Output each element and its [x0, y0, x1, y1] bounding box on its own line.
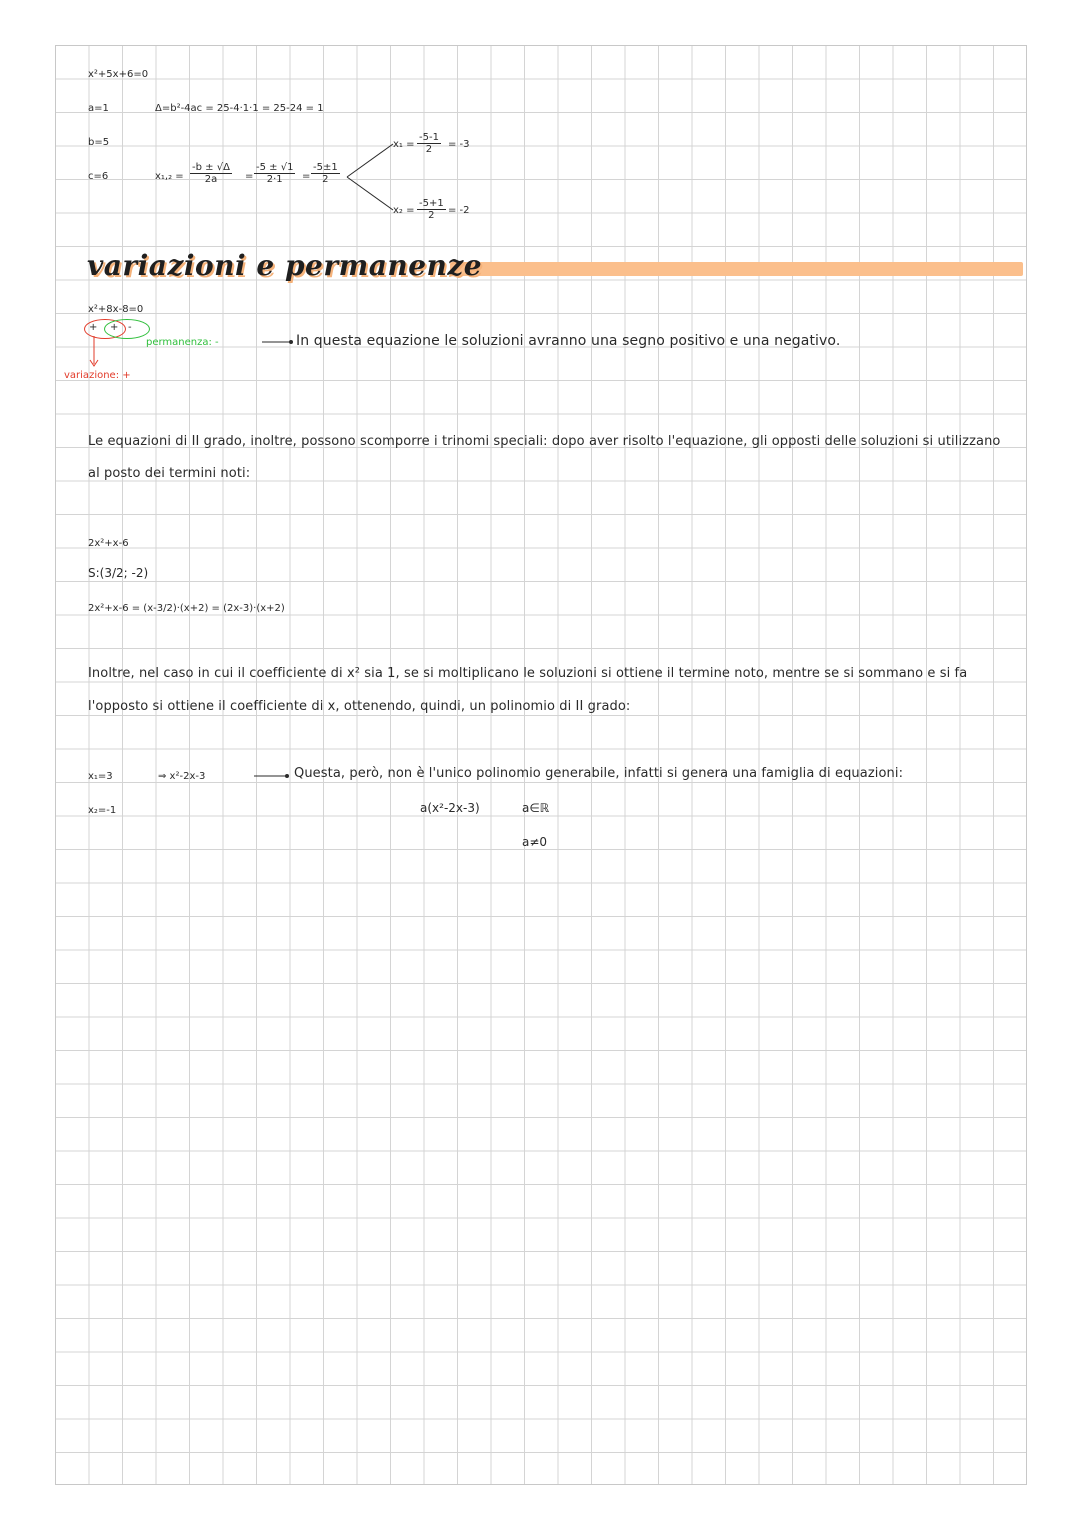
equals-sign: = — [302, 171, 311, 182]
x1-result: = -3 — [448, 139, 470, 150]
arrow-right-icon — [262, 337, 294, 347]
fraction-denominator: 2 — [428, 210, 435, 221]
x1-label: x₁ = — [393, 139, 415, 150]
sign-first: + — [89, 322, 98, 333]
branch-lines — [345, 140, 395, 215]
condition-nonzero: a≠0 — [522, 835, 548, 849]
condition-real: a∈ℝ — [522, 801, 550, 815]
paragraph-2-line-1: Inoltre, nel caso in cui il coefficiente di x² sia 1, se si moltiplicano le soluzioni si ottiene il termine noto, mentre se si sommano e si fa — [88, 666, 968, 681]
fraction-numerator: -5+1 — [419, 198, 444, 209]
coef-c: c=6 — [88, 171, 109, 182]
paragraph-2-line-2: l'opposto si ottiene il coefficiente di x, ottenendo, quindi, un polinomio di II grado: — [88, 699, 631, 714]
family-expression: a(x²-2x-3) — [420, 801, 480, 815]
paragraph-1-line-2: al posto dei termini noti: — [88, 466, 251, 481]
x1-fraction — [417, 132, 441, 155]
coef-a: a=1 — [88, 103, 109, 114]
variazione-arrow-icon — [88, 336, 100, 368]
title-highlight-bar — [450, 262, 1023, 276]
permanenza-label: permanenza: - — [146, 337, 219, 348]
x2-fraction — [417, 198, 446, 221]
arrow-right-icon — [254, 771, 290, 781]
fraction-general — [190, 162, 232, 185]
factorization: 2x²+x-6 = (x-3/2)·(x+2) = (2x-3)·(x+2) — [88, 603, 285, 614]
equation-1: x²+5x+6=0 — [88, 69, 149, 80]
fraction-simplified — [311, 162, 340, 185]
coef-b: b=5 — [88, 137, 110, 148]
sign-second: + — [110, 322, 119, 333]
fraction-numerator: -5 ± √1 — [256, 162, 294, 173]
family-note: Questa, però, non è l'unico polinomio generabile, infatti si genera una famiglia di equazioni: — [294, 766, 904, 781]
trinomial: 2x²+x-6 — [88, 538, 129, 549]
x12-label: x₁,₂ = — [155, 171, 184, 182]
sign-third: - — [128, 322, 132, 333]
fraction-denominator: 2 — [322, 174, 329, 185]
equation-2: x²+8x-8=0 — [88, 304, 144, 315]
root-x1: x₁=3 — [88, 771, 113, 782]
paragraph-1-line-1: Le equazioni di II grado, inoltre, possono scomporre i trinomi speciali: dopo aver risolto l'equazione, gli opposti delle soluzioni si utilizzano — [88, 434, 1001, 449]
fraction-numerator: -5-1 — [419, 132, 439, 143]
fraction-denominator: 2 — [425, 144, 433, 155]
fraction-substituted — [254, 162, 295, 185]
section-title: variazioni e permanenze — [87, 249, 483, 282]
solution-set: S:(3/2; -2) — [88, 566, 149, 580]
equals-sign: = — [245, 171, 254, 182]
delta-formula: Δ=b²-4ac = 25-4·1·1 = 25-24 = 1 — [155, 103, 324, 114]
fraction-numerator: -5±1 — [313, 162, 338, 173]
x2-label: x₂ = — [393, 205, 415, 216]
fraction-denominator: 2a — [204, 174, 218, 185]
variazione-label: variazione: + — [64, 370, 131, 381]
implied-polynomial: ⇒ x²-2x-3 — [158, 771, 206, 782]
x2-result: = -2 — [448, 205, 470, 216]
root-x2: x₂=-1 — [88, 805, 117, 816]
fraction-numerator: -b ± √Δ — [192, 162, 230, 173]
fraction-denominator: 2·1 — [266, 174, 283, 185]
signs-note: In questa equazione le soluzioni avranno una segno positivo e una negativo. — [296, 333, 841, 349]
